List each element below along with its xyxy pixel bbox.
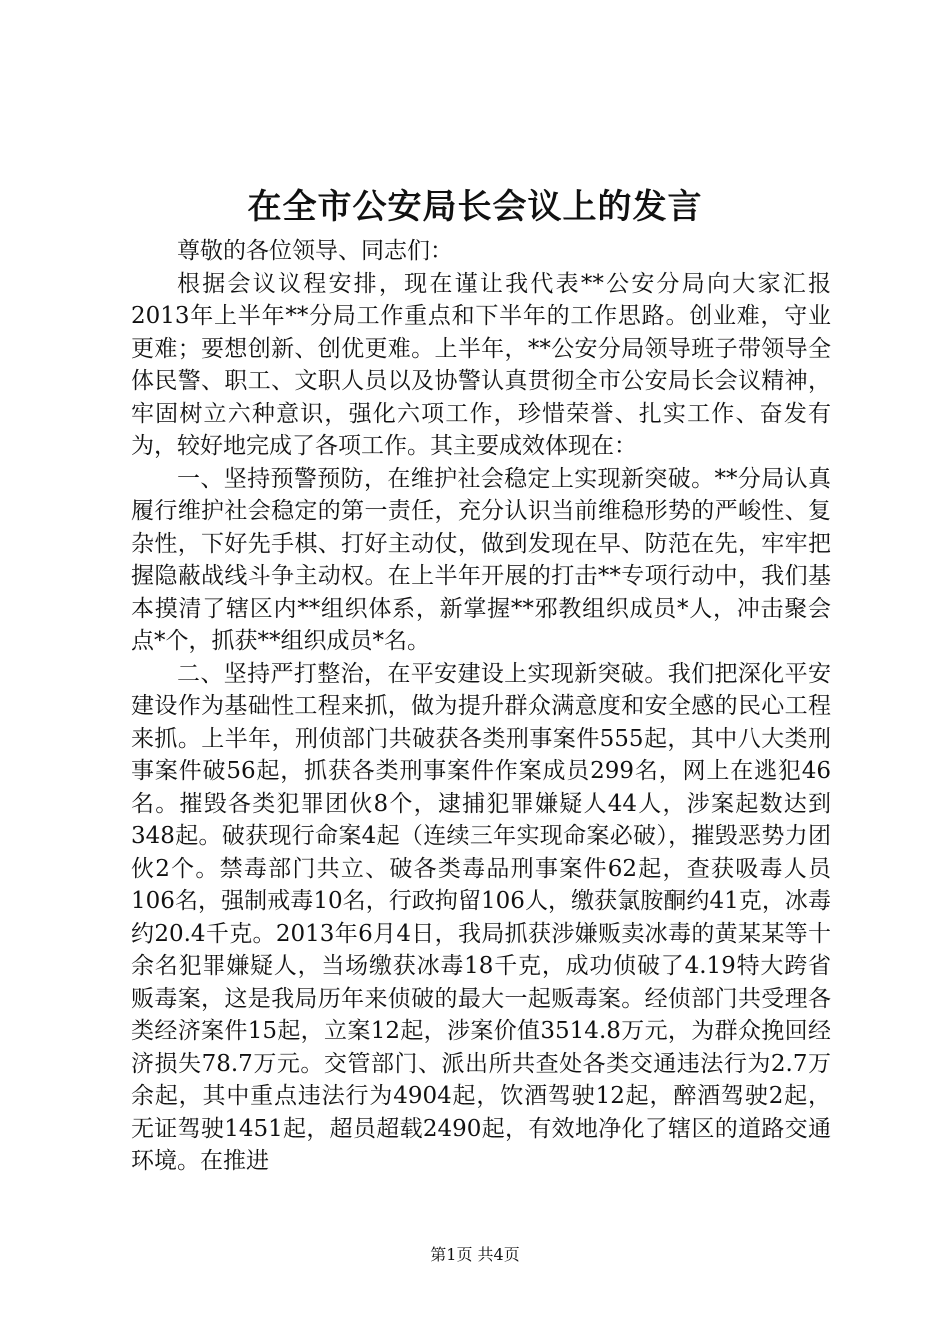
document-body xyxy=(131,235,831,1178)
paragraph-intro: 根据会议议程安排，现在谨让我代表**公安分局向大家汇报2013年上半年**分局工作重点和下半年的工作思路。创业难，守业更难；要想创新、创优更难。上半年，**公安分局领导班子带领导全体民警、职工、文职人员以及协警认真贯彻全市公安局长会议精神，牢固树立六种意识，强化六项工作，珍惜荣誉、扎实工作、奋发有为，较好地完成了各项工作。其主要成效体现在： xyxy=(131,270,831,459)
page-title: 在全市公安局长会议上的发言 xyxy=(247,187,703,227)
page-number-footer: 第1页 共4页 xyxy=(430,1245,520,1264)
paragraph-section-2: 二、坚持严打整治，在平安建设上实现新突破。我们把深化平安建设作为基础性工程来抓，做为提升群众满意度和安全感的民心工程来抓。上半年，刑侦部门共破获各类刑事案件555起，其中八大类刑事案件破56起，抓获各类刑事案件作案成员299名，网上在逃犯46名。摧毁各类犯罪团伙8个，逮捕犯罪嫌疑人44人，涉案起数达到348起。破获现行命案4起（连续三年实现命案必破），摧毁恶势力团伙2个。禁毒部门共立、破各类毒品刑事案件62起，查获吸毒人员106名，强制戒毒10名，行政拘留106人，缴获氯胺酮约41克，冰毒约20.4千克。2013年6月4日，我局抓获涉嫌贩卖冰毒的黄某某等十余名犯罪嫌疑人，当场缴获冰毒18千克，成功侦破了4.19特大跨省贩毒案，这是我局历年来侦破的最大一起贩毒案。经侦部门共受理各类经济案件15起，立案12起，涉案价值3514.8万元，为群众挽回经济损失78.7万元。交管部门、派出所共查处各类交通违法行为2.7万余起，其中重点违法行为4904起，饮酒驾驶12起，醉酒驾驶2起，无证驾驶1451起，超员超载2490起，有效地净化了辖区的道路交通环境。在推进 xyxy=(131,660,831,1174)
paragraph-section-1: 一、坚持预警预防，在维护社会稳定上实现新突破。**分局认真履行维护社会稳定的第一责任，充分认识当前维稳形势的严峻性、复杂性，下好先手棋、打好主动仗，做到发现在早、防范在先，牢牢把握隐蔽战线斗争主动权。在上半年开展的打击**专项行动中，我们基本摸清了辖区内**组织体系，新掌握**邪教组织成员*人，冲击聚会点*个，抓获**组织成员*名。 xyxy=(131,465,831,654)
salutation: 尊敬的各位领导、同志们： xyxy=(177,238,453,264)
